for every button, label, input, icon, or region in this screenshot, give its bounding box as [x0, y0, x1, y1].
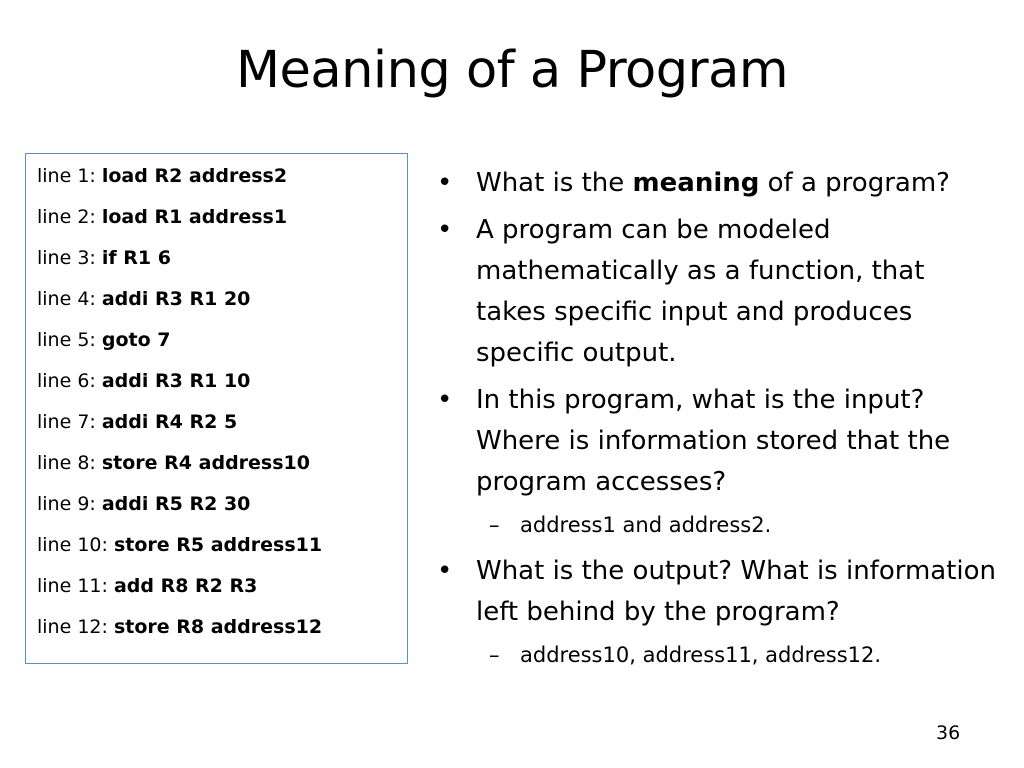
code-line	[37, 205, 287, 229]
code-line-number: line 5:	[37, 329, 102, 351]
bullet-text: of a program?	[759, 168, 950, 198]
dash-icon: –	[489, 643, 500, 667]
code-listing-box	[25, 153, 408, 664]
code-instruction: add R8 R2 R3	[113, 575, 258, 597]
bullet-function-model	[437, 210, 997, 374]
code-line	[37, 246, 171, 270]
bullet-output-question	[437, 551, 997, 633]
code-line-number: line 2:	[37, 206, 102, 228]
page-number: 36	[936, 722, 961, 744]
code-instruction: load R2 address2	[101, 165, 288, 187]
code-instruction: addi R5 R2 30	[101, 493, 251, 515]
code-line-number: line 10:	[37, 534, 114, 556]
code-line	[37, 533, 322, 557]
code-line-number: line 6:	[37, 370, 102, 392]
bullet-text: In this program, what is the input? Where is information stored that the program accesses?	[476, 385, 951, 497]
code-line	[37, 574, 257, 598]
bullet-meaning-question	[437, 163, 997, 204]
code-line	[37, 369, 250, 393]
code-line	[37, 287, 250, 311]
code-line-number: line 9:	[37, 493, 102, 515]
code-line	[37, 328, 170, 352]
code-line	[37, 492, 250, 516]
bullet-list	[437, 163, 997, 681]
code-line-number: line 11:	[37, 575, 114, 597]
bullet-text: A program can be modeled mathematically as a function, that takes specific input and produces specific output.	[476, 215, 925, 368]
sub-bullet-text: address1 and address2.	[520, 513, 772, 537]
bullet-dot-icon: •	[437, 556, 453, 586]
code-instruction: load R1 address1	[101, 206, 288, 228]
code-line-number: line 3:	[37, 247, 102, 269]
code-instruction: addi R3 R1 20	[101, 288, 251, 310]
sub-bullet-text: address10, address11, address12.	[520, 643, 882, 667]
code-line	[37, 164, 287, 188]
bullet-dot-icon: •	[437, 385, 453, 415]
sub-bullet-input-answer	[437, 509, 997, 541]
code-line	[37, 410, 237, 434]
code-line-number: line 8:	[37, 452, 102, 474]
code-instruction: store R4 address10	[101, 452, 310, 474]
code-instruction: addi R4 R2 5	[101, 411, 238, 433]
code-line	[37, 615, 322, 639]
code-instruction: store R5 address11	[113, 534, 323, 556]
slide-title: Meaning of a Program	[235, 41, 789, 100]
dash-icon: –	[489, 513, 500, 537]
bullet-dot-icon: •	[437, 215, 453, 245]
bullet-input-question	[437, 380, 997, 503]
code-line	[37, 451, 310, 475]
code-line-number: line 7:	[37, 411, 102, 433]
code-line-number: line 1:	[37, 165, 102, 187]
emphasis-text: meaning	[632, 168, 760, 198]
sub-bullet-output-answer	[437, 639, 997, 671]
code-line-number: line 4:	[37, 288, 102, 310]
code-instruction: store R8 address12	[113, 616, 323, 638]
code-instruction: if R1 6	[101, 247, 171, 269]
code-line-number: line 12:	[37, 616, 114, 638]
bullet-text: What is the output? What is information left behind by the program?	[476, 556, 997, 627]
code-instruction: goto 7	[101, 329, 171, 351]
bullet-text: What is the	[476, 168, 633, 198]
bullet-dot-icon: •	[437, 168, 453, 198]
code-instruction: addi R3 R1 10	[101, 370, 251, 392]
